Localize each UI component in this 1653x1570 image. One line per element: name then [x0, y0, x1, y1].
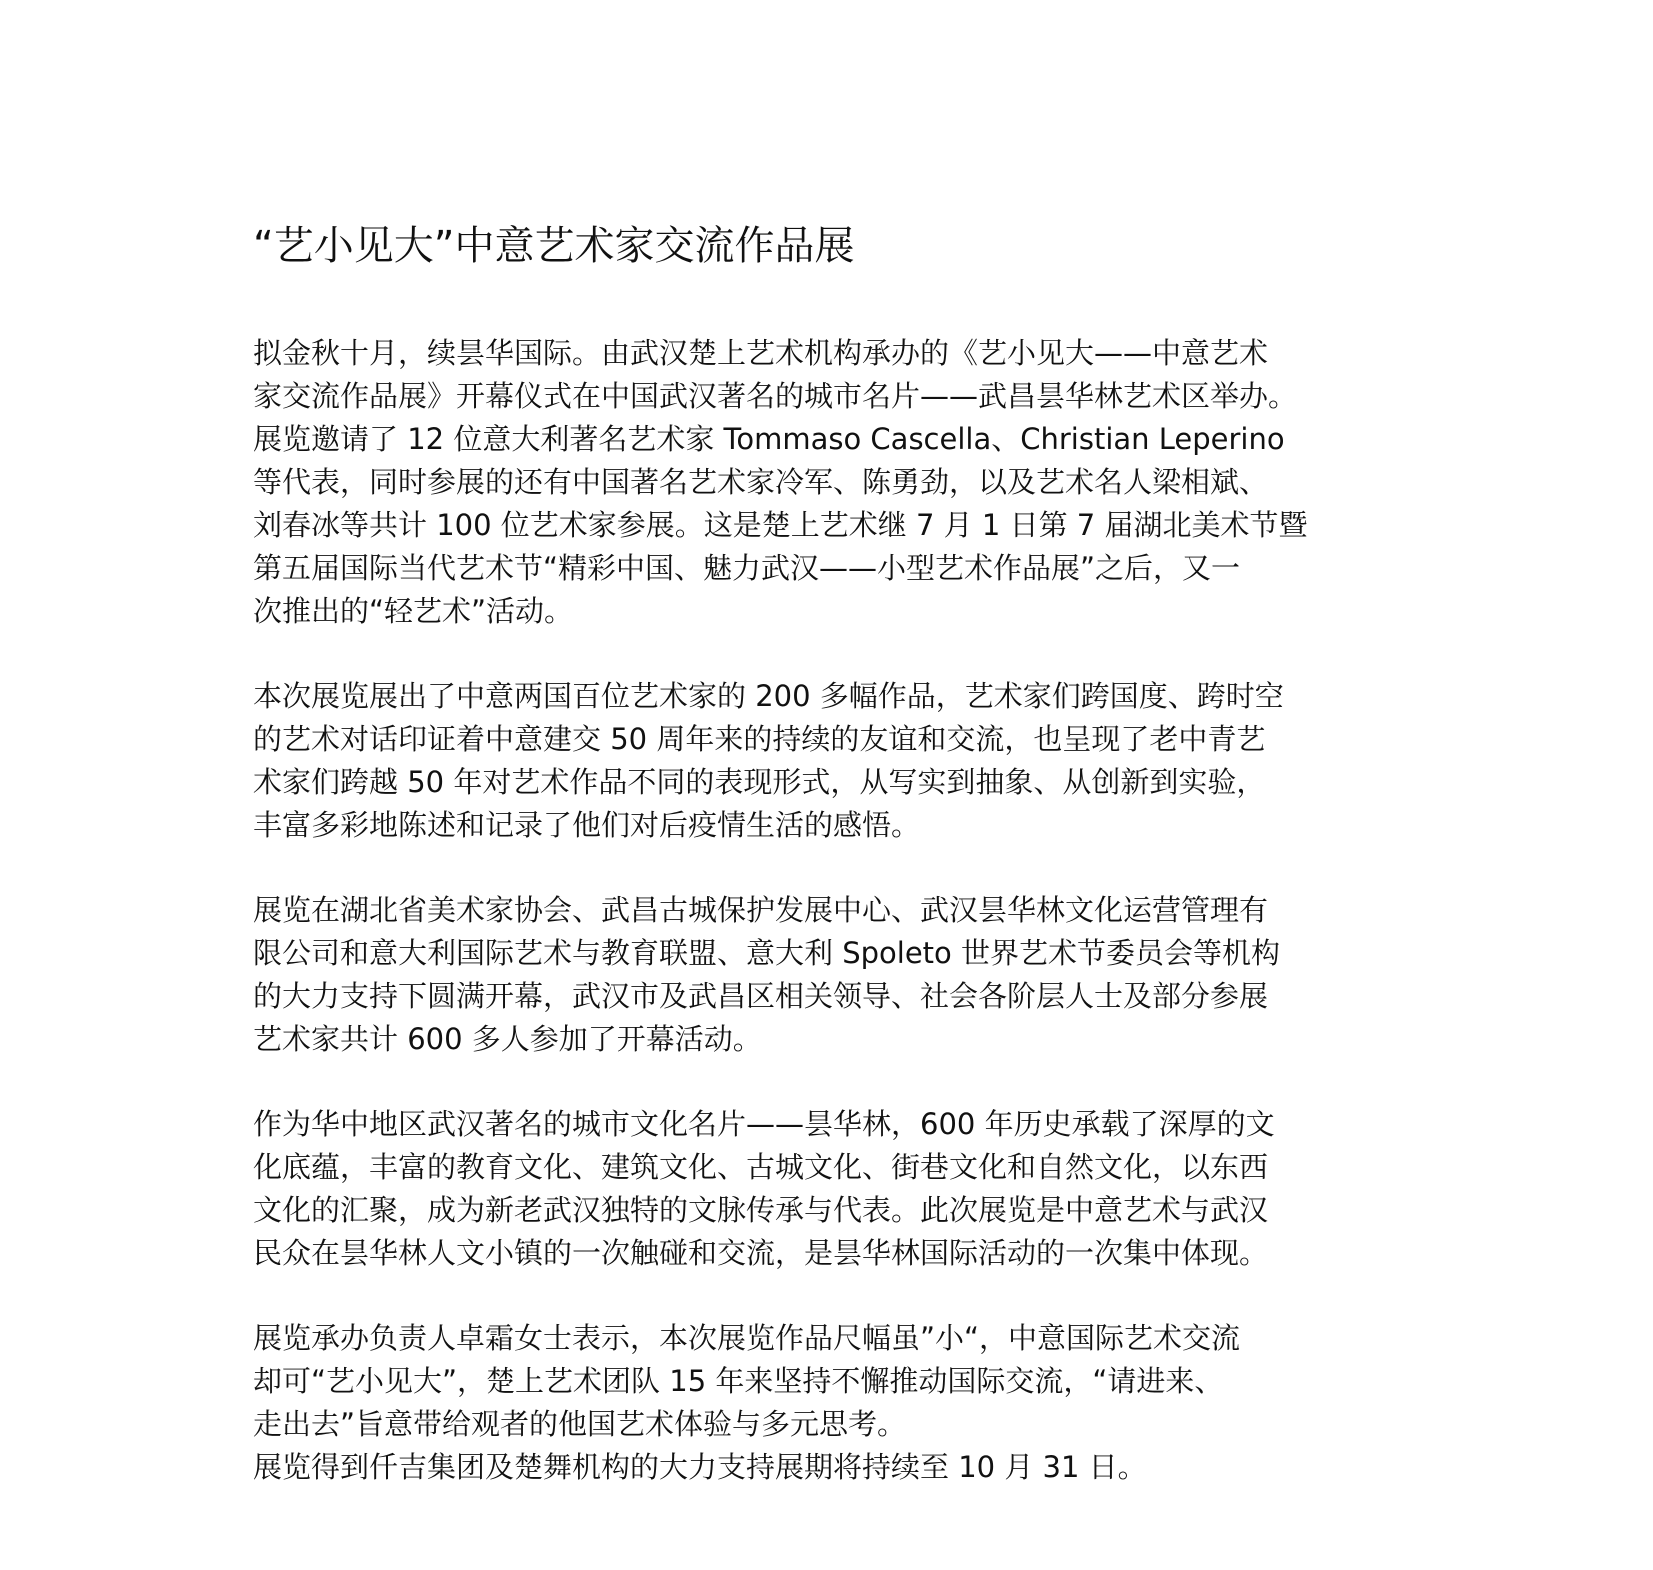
document-body	[253, 332, 1423, 1489]
text-line: 限公司和意大利国际艺术与教育联盟、意大利 Spoleto 世界艺术节委员会等机构	[253, 936, 1281, 970]
text-line: 艺术家共计 600 多人参加了开幕活动。	[253, 1022, 762, 1056]
paragraph-exhibition-opening	[253, 332, 1423, 633]
text-line: 却可“艺小见大”，楚上艺术团队 15 年来坚持不懈推动国际交流，“请进来、	[253, 1364, 1224, 1398]
paragraph-tanhualin	[253, 1103, 1423, 1275]
text-line: 本次展览展出了中意两国百位艺术家的 200 多幅作品，艺术家们跨国度、跨时空	[253, 679, 1284, 713]
text-line: 走出去”旨意带给观者的他国艺术体验与多元思考。	[253, 1407, 907, 1441]
text-line: 展览在湖北省美术家协会、武昌古城保护发展中心、武汉昙华林文化运营管理有	[253, 893, 1269, 927]
document-title: “艺小见大”中意艺术家交流作品展	[253, 223, 855, 269]
text-line: 展览邀请了 12 位意大利著名艺术家 Tommaso Cascella、Christian Leperino	[253, 422, 1285, 456]
text-line: 展览得到仟吉集团及楚舞机构的大力支持展期将持续至 10 月 31 日。	[253, 1450, 1147, 1484]
paragraph-organizer-statement	[253, 1317, 1423, 1489]
text-line: 展览承办负责人卓霜女士表示，本次展览作品尺幅虽”小“，中意国际艺术交流	[253, 1321, 1241, 1355]
text-line: 拟金秋十月，续昙华国际。由武汉楚上艺术机构承办的《艺小见大——中意艺术	[253, 336, 1269, 370]
text-line: 家交流作品展》开幕仪式在中国武汉著名的城市名片——武昌昙华林艺术区举办。	[253, 379, 1298, 413]
text-line: 术家们跨越 50 年对艺术作品不同的表现形式，从写实到抽象、从创新到实验，	[253, 765, 1266, 799]
text-line: 化底蕴，丰富的教育文化、建筑文化、古城文化、街巷文化和自然文化，以东西	[253, 1150, 1269, 1184]
text-line: 次推出的“轻艺术”活动。	[253, 594, 574, 628]
text-line: 的艺术对话印证着中意建交 50 周年来的持续的友谊和交流，也呈现了老中青艺	[253, 722, 1266, 756]
paragraph-supporters	[253, 889, 1423, 1061]
paragraph-works-overview	[253, 675, 1423, 847]
text-line: 文化的汇聚，成为新老武汉独特的文脉传承与代表。此次展览是中意艺术与武汉	[253, 1193, 1269, 1227]
text-line: 丰富多彩地陈述和记录了他们对后疫情生活的感悟。	[253, 808, 921, 842]
text-line: 民众在昙华林人文小镇的一次触碰和交流，是昙华林国际活动的一次集中体现。	[253, 1236, 1269, 1270]
text-line: 等代表，同时参展的还有中国著名艺术家冷军、陈勇劲，以及艺术名人梁相斌、	[253, 465, 1269, 499]
text-line: 作为华中地区武汉著名的城市文化名片——昙华林，600 年历史承载了深厚的文	[253, 1107, 1275, 1141]
text-line: 的大力支持下圆满开幕，武汉市及武昌区相关领导、社会各阶层人士及部分参展	[253, 979, 1269, 1013]
text-line: 刘春冰等共计 100 位艺术家参展。这是楚上艺术继 7 月 1 日第 7 届湖北美术节暨	[253, 508, 1308, 542]
text-line: 第五届国际当代艺术节“精彩中国、魅力武汉——小型艺术作品展”之后，又一	[253, 551, 1241, 585]
